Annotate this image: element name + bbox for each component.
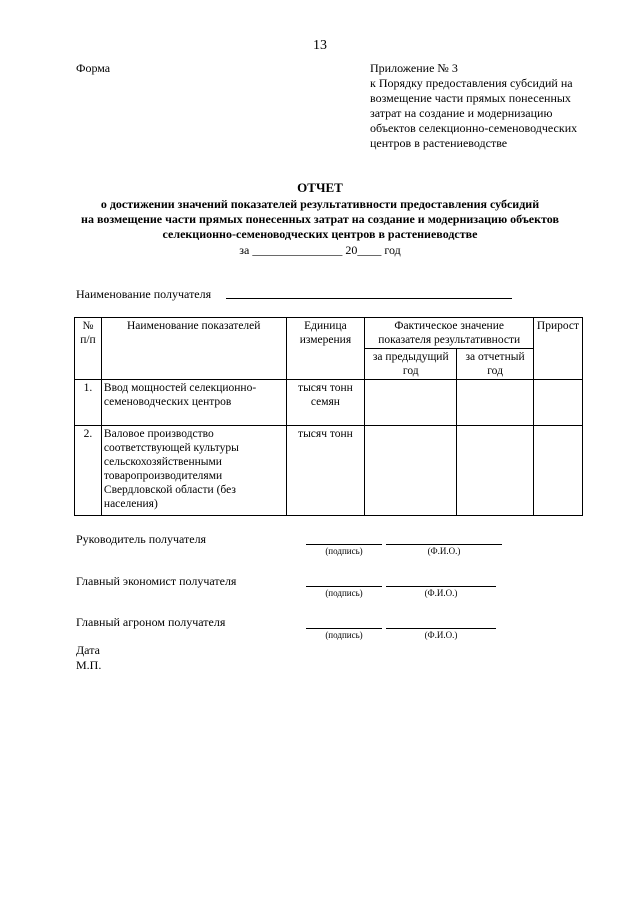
row-curr-value[interactable] xyxy=(457,380,534,426)
form-label: Форма xyxy=(76,61,111,75)
stamp-label: М.П. xyxy=(76,658,102,672)
row-prev-value[interactable] xyxy=(365,426,457,516)
date-label: Дата xyxy=(76,643,100,657)
head-name-caption: (Ф.И.О.) xyxy=(427,546,461,556)
head-signature-caption: (подпись) xyxy=(325,546,363,556)
agronomist-name-field[interactable] xyxy=(386,628,496,629)
header-num: № п/п xyxy=(75,318,102,380)
table-header-row xyxy=(75,318,583,349)
economist-signature-field[interactable] xyxy=(306,586,382,587)
row-num: 2. xyxy=(75,426,102,516)
appendix-line: к Порядку предоставления субсидий на xyxy=(370,76,573,90)
header-name: Наименование показателей xyxy=(101,318,286,380)
table-row xyxy=(75,426,583,516)
head-name-field[interactable] xyxy=(386,544,502,545)
economist-name-caption: (Ф.И.О.) xyxy=(424,588,458,598)
header-prev-year: за предыдущий год xyxy=(365,349,457,380)
economist-name-field[interactable] xyxy=(386,586,496,587)
appendix-line: центров в растениеводстве xyxy=(370,136,508,150)
agronomist-signature-caption: (подпись) xyxy=(325,630,363,640)
appendix-line: объектов селекционно-семеноводческих xyxy=(370,121,578,135)
appendix-line: возмещение части прямых понесенных xyxy=(370,91,571,105)
row-unit: тысяч тонн xyxy=(286,426,365,516)
report-period: за _______________ 20____ год xyxy=(239,243,401,257)
row-num: 1. xyxy=(75,380,102,426)
economist-signature-caption: (подпись) xyxy=(325,588,363,598)
page-number: 13 xyxy=(313,38,327,53)
row-name: Ввод мощностей селекционно-семеноводческих центров xyxy=(101,380,286,426)
agronomist-name-caption: (Ф.И.О.) xyxy=(424,630,458,640)
recipient-name-field[interactable] xyxy=(226,298,512,299)
subtitle-line: селекционно-семеноводческих центров в растениеводстве xyxy=(162,227,478,241)
subtitle-line: о достижении значений показателей результативности предоставления субсидий xyxy=(100,197,540,211)
economist-signature-label: Главный экономист получателя xyxy=(76,574,237,588)
recipient-label: Наименование получателя xyxy=(76,287,212,301)
row-curr-value[interactable] xyxy=(457,426,534,516)
appendix-line: Приложение № 3 xyxy=(370,61,458,75)
row-name: Валовое производство соответствующей культуры сельскохозяйственными товаропроизводителями Свердловской области (без населения) xyxy=(101,426,286,516)
header-growth: Прирост xyxy=(533,318,582,380)
header-actual: Фактическое значение показателя результативности xyxy=(365,318,534,349)
header-unit: Единица измерения xyxy=(286,318,365,380)
appendix-line: затрат на создание и модернизацию xyxy=(370,106,553,120)
head-signature-label: Руководитель получателя xyxy=(76,532,207,546)
header-report-year: за отчетный год xyxy=(457,349,534,380)
row-unit: тысяч тонн семян xyxy=(286,380,365,426)
agronomist-signature-field[interactable] xyxy=(306,628,382,629)
row-growth-value[interactable] xyxy=(533,380,582,426)
row-growth-value[interactable] xyxy=(533,426,582,516)
indicators-table xyxy=(74,317,583,516)
appendix-block xyxy=(370,61,630,151)
row-prev-value[interactable] xyxy=(365,380,457,426)
agronomist-signature-label: Главный агроном получателя xyxy=(76,615,226,629)
head-signature-field[interactable] xyxy=(306,544,382,545)
report-title: ОТЧЕТ xyxy=(297,180,343,195)
report-subtitle xyxy=(60,197,580,242)
table-row xyxy=(75,380,583,426)
subtitle-line: на возмещение части прямых понесенных затрат на создание и модернизацию объектов xyxy=(81,212,559,226)
